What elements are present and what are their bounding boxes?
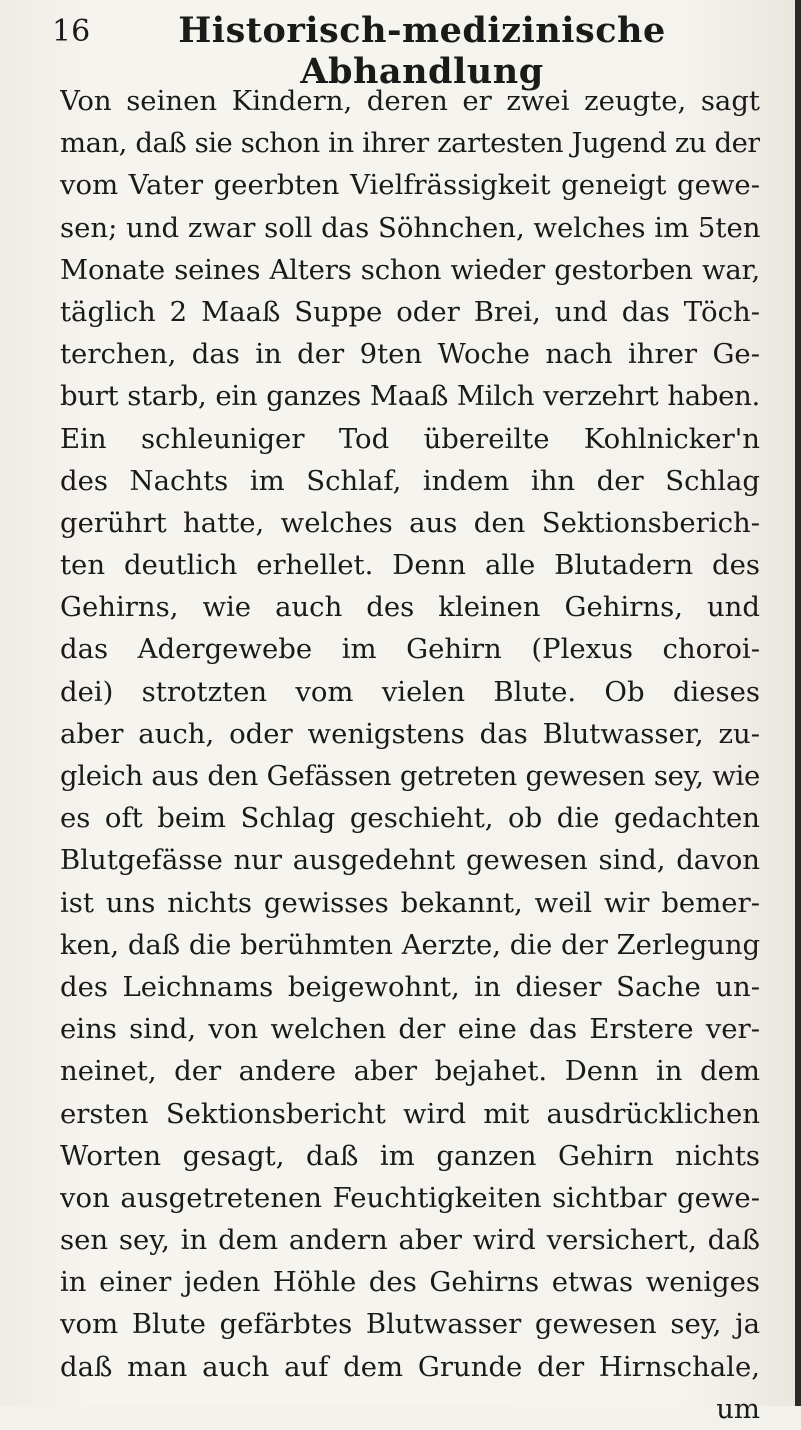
text-line: dei) strotzten vom vielen Blute. Ob dieses: [60, 675, 760, 708]
text-line: aber auch, oder wenigstens das Blutwasser, zu-: [60, 717, 760, 750]
text-line: neinet, der andere aber bejahet. Denn in dem: [60, 1055, 760, 1088]
text-line: eins sind, von welchen der eine das Erstere ver-: [60, 1013, 760, 1046]
text-line: Von seinen Kindern, deren er zwei zeugte, sagt: [60, 85, 760, 117]
text-line: ist uns nichts gewisses bekannt, weil wir bemer-: [60, 886, 760, 919]
text-line: sen; und zwar soll das Söhnchen, welches im 5ten: [60, 211, 760, 244]
text-line: daß man auch auf dem Grunde der Hirnschale,: [60, 1350, 760, 1383]
text-line: Monate seines Alters schon wieder gestorben war,: [60, 253, 760, 286]
text-line: terchen, das in der 9ten Woche nach ihrer Ge-: [60, 338, 760, 371]
text-line: ersten Sektionsbericht wird mit ausdrücklichen: [60, 1097, 760, 1130]
text-line: von ausgetretenen Feuchtigkeiten sichtbar gewe-: [60, 1181, 760, 1214]
text-line: vom Vater geerbten Vielfrässigkeit geneigt gewe-: [60, 169, 760, 202]
text-line: ten deutlich erhellet. Denn alle Blutadern des: [60, 549, 760, 582]
text-line: burt starb, ein ganzes Maaß Milch verzehrt haben.: [60, 380, 760, 413]
page-header: [52, 10, 741, 92]
text-line: Gehirns, wie auch des kleinen Gehirns, und: [60, 591, 760, 624]
body-text: [60, 80, 760, 1430]
text-line: täglich 2 Maaß Suppe oder Brei, und das Töch-: [60, 295, 760, 328]
text-line: gerührt hatte, welches aus den Sektionsberich-: [60, 506, 760, 539]
text-line: das Adergewebe im Gehirn (Plexus choroi-: [60, 633, 760, 666]
text-line: gleich aus den Gefässen getreten gewesen sey, wie: [60, 760, 760, 792]
running-head: Historisch-medizinische Abhandlung: [178, 10, 666, 92]
text-line: des Nachts im Schlaf, indem ihn der Schlag: [60, 464, 760, 497]
page-number: 16: [52, 14, 91, 49]
text-line: sen sey, in dem andern aber wird versichert, daß: [60, 1224, 760, 1257]
text-line: in einer jeden Höhle des Gehirns etwas weniges: [60, 1266, 760, 1299]
text-line: um: [716, 1392, 760, 1425]
text-line: Blutgefässe nur ausgedehnt gewesen sind, davon: [60, 844, 760, 877]
text-line: des Leichnams beigewohnt, in dieser Sache un-: [60, 970, 760, 1003]
text-line: ken, daß die berühmten Aerzte, die der Zerlegung: [60, 928, 760, 961]
text-line: Ein schleuniger Tod übereilte Kohlnicker'n: [60, 422, 760, 455]
page-edge-shadow: [795, 0, 801, 1406]
text-line: vom Blute gefärbtes Blutwasser gewesen sey, ja: [60, 1308, 760, 1341]
text-line: es oft beim Schlag geschieht, ob die gedachten: [60, 802, 760, 835]
text-line: man, daß sie schon in ihrer zartesten Jugend zu der: [60, 127, 760, 160]
text-line: Worten gesagt, daß im ganzen Gehirn nichts: [60, 1139, 760, 1172]
